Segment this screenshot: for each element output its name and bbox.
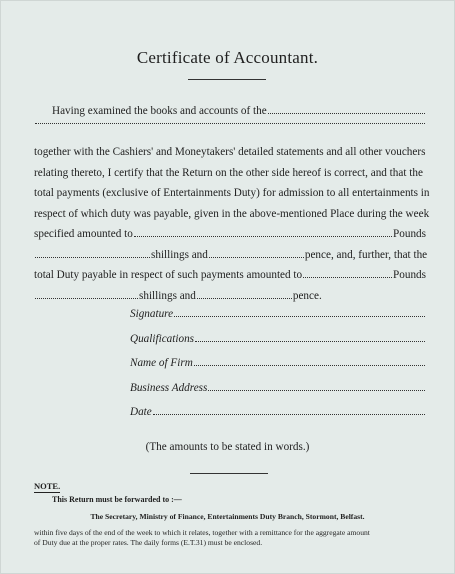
line-10 [34,286,426,307]
duty-pence-field[interactable] [197,297,292,299]
line-6-text: respect of which duty was payable, given in the above-mentioned Place during the week [34,207,430,220]
divider-rule [190,473,268,474]
date-field[interactable] [153,413,425,415]
note-instructions [34,528,434,548]
pounds-label: Pounds [393,228,426,240]
address-field[interactable] [208,389,425,391]
payments-pence-field[interactable] [209,256,304,258]
note-heading: NOTE. [34,481,61,491]
line-9 [34,265,426,286]
signature-block [130,308,426,431]
title-underline [188,79,266,80]
note-address: The Secretary, Ministry of Finance, Entertainments Duty Branch, Stormont, Belfast. [90,512,365,521]
line-8 [34,245,426,266]
firm-field[interactable] [194,364,425,366]
line-7 [34,224,426,245]
line-1 [34,101,426,122]
line-2 [34,122,426,143]
duty-pounds-label: Pounds [393,269,426,281]
duty-pounds-field[interactable] [303,276,392,278]
note-instructions-line-1: within five days of the end of the week to which it relates, together with a remittance for the aggregate amount [34,528,370,537]
payments-pounds-field[interactable] [134,235,392,237]
address-row [130,382,426,407]
business-name-field[interactable] [268,112,425,114]
address-label: Business Address [130,381,208,394]
line-3 [34,142,426,163]
line-9-text: total Duty payable in respect of such payments amounted to [34,269,303,281]
payments-shillings-field[interactable] [35,256,150,258]
pence-label: pence, and, further, that the [304,248,428,261]
note-return-line: This Return must be forwarded to :— [52,495,182,504]
note-instructions-line-2: of Duty due at the proper rates. The daily forms (E.T.31) must be enclosed. [34,538,263,547]
business-name-field-continued[interactable] [35,122,425,124]
line-4-text: relating thereto, I certify that the Return on the other side hereof is correct, and that the [34,166,423,179]
page-title: Certificate of Accountant. [136,48,319,67]
line-4 [34,163,426,184]
firm-row [130,357,426,382]
date-label: Date [130,406,152,418]
duty-pence-label: pence. [292,289,322,302]
line-1-text: Having examined the books and accounts of the [52,105,267,117]
qualifications-label: Qualifications [130,332,195,345]
certificate-paragraph [34,101,430,306]
signature-row [130,308,426,333]
date-row [130,406,426,431]
signature-label: Signature [130,308,174,320]
amounts-in-words-note: (The amounts to be stated in words.) [145,441,310,453]
firm-label: Name of Firm [130,357,193,369]
shillings-label: shillings and [151,248,208,261]
signature-field[interactable] [174,315,425,317]
line-6 [34,204,430,225]
line-5 [34,183,430,204]
line-5-text: total payments (exclusive of Entertainments Duty) for admission to all entertainments in [34,187,430,199]
line-3-text: together with the Cashiers' and Moneytakers' detailed statements and all other vouchers [34,146,426,158]
qualifications-field[interactable] [195,340,425,342]
line-7-text: specified amounted to [34,228,133,240]
duty-shillings-label: shillings and [139,289,196,302]
qualifications-row [130,333,426,358]
duty-shillings-field[interactable] [35,297,138,299]
